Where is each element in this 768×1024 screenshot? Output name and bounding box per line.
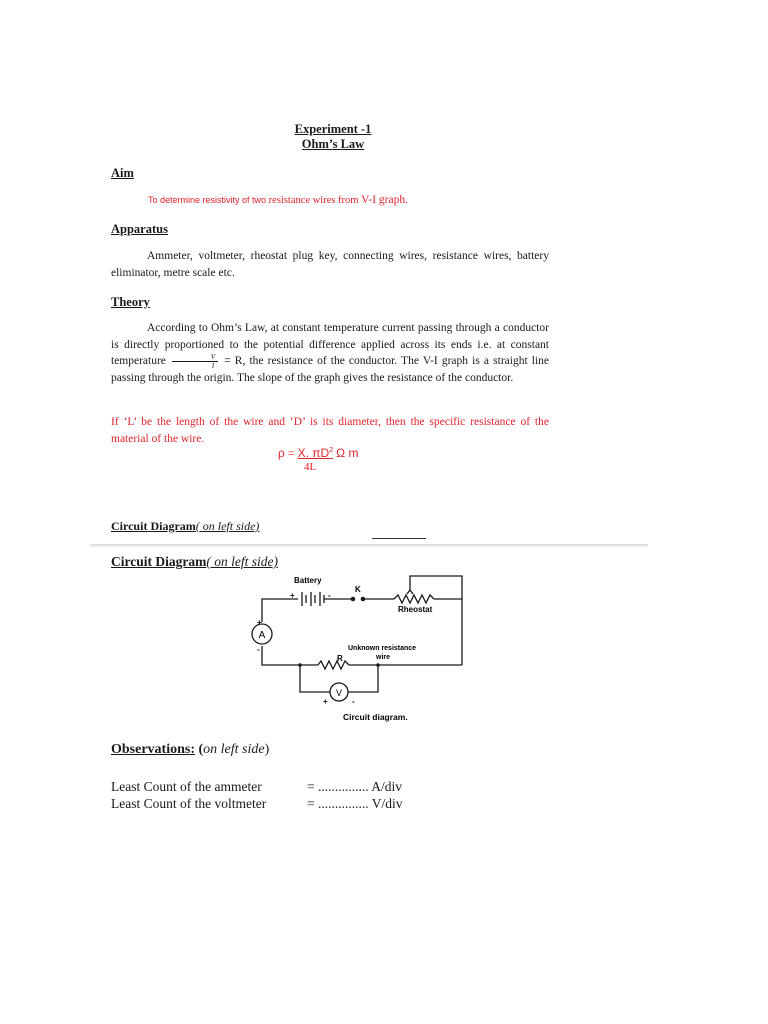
rheostat-coil — [394, 595, 434, 603]
page-title: Ohm’s Law — [301, 137, 365, 151]
aim-text-large: V-I graph. — [361, 194, 408, 206]
battery-plus: + — [290, 591, 295, 600]
formula-equals: = — [284, 446, 298, 460]
observation-row-ammeter — [111, 779, 531, 795]
observations-note-close: ) — [264, 742, 270, 757]
theory-heading: Theory — [111, 295, 150, 309]
rheostat-slider-arrow — [407, 590, 413, 594]
formula-denominator: 4L — [304, 461, 317, 473]
rheostat-slider-wire — [410, 576, 462, 599]
fraction-denominator: I — [211, 362, 215, 370]
theory-text-after: = R, the resistance of the conductor. The V-I graph is a straight line passing through the origin. The slope of the graph gives the resistance of the conductor. — [111, 355, 549, 384]
unknown-resistance-coil — [318, 661, 349, 669]
formula-rho: ρ — [278, 446, 285, 460]
circuit-heading-1-note: ( on left side) — [195, 519, 260, 533]
formula-unit: Ω m — [336, 446, 359, 460]
key-label: K — [355, 585, 361, 594]
voltmeter-label: V — [335, 688, 343, 698]
observations-heading-label: Observations: — [111, 742, 195, 757]
junction-right — [376, 663, 380, 667]
circuit-heading-2-label: Circuit Diagram — [111, 554, 207, 569]
voltmeter-plus: + — [323, 697, 328, 706]
specific-resistance-paragraph: If ‘L’ be the length of the wire and ‘D’ is its diameter, then the specific resistance of the material of the wire. — [111, 416, 549, 445]
aim-text-mid: resistance wires from — [268, 195, 359, 206]
ammeter-least-count-value: = ............... A/div — [307, 779, 402, 794]
observations-note-open: ( — [195, 742, 204, 757]
observations-heading — [111, 742, 269, 758]
aim-heading: Aim — [111, 166, 134, 180]
wire-top-left — [262, 599, 298, 622]
voltmeter-least-count-label: Least Count of the voltmeter — [111, 796, 267, 811]
diagram-caption: Circuit diagram. — [343, 712, 408, 722]
rheostat-label: Rheostat — [398, 605, 433, 614]
wire-voltmeter-right — [348, 665, 378, 692]
battery-label: Battery — [294, 576, 322, 585]
formula-numerator-text: X. πD — [297, 446, 330, 460]
key-terminal-right — [361, 597, 366, 602]
ammeter-minus: - — [257, 645, 260, 654]
circuit-heading-1-label: Circuit Diagram — [111, 519, 196, 533]
ammeter-least-count-label: Least Count of the ammeter — [111, 779, 262, 794]
formula-superscript: 2 — [329, 447, 334, 454]
unknown-resistance-label-1: Unknown resistance — [348, 645, 417, 652]
battery-minus: - — [328, 591, 331, 600]
apparatus-heading: Apparatus — [111, 222, 168, 236]
observation-row-voltmeter — [111, 796, 531, 812]
junction-left — [298, 663, 302, 667]
voltmeter-minus: - — [352, 697, 355, 706]
ammeter-label: A — [258, 630, 266, 641]
circuit-heading-2-note: ( on left side) — [206, 554, 278, 569]
aim-text-small: To determine resistivity of two — [148, 195, 267, 205]
theory-text-before: According to Ohm’s Law, at constant temperature current passing through a conductor is directly proportioned to the potential difference applied across its ends i.e. at constant temperature — [111, 322, 549, 368]
experiment-number: Experiment -1 — [294, 122, 372, 136]
wire-left-bottom — [262, 646, 318, 665]
ammeter-plus: + — [257, 618, 262, 627]
observations-note: on left side — [203, 742, 265, 757]
apparatus-paragraph: Ammeter, voltmeter, rheostat plug key, connecting wires, resistance wires, battery eliminator, metre scale etc. — [111, 250, 549, 279]
unknown-resistance-label-2: wire — [376, 654, 391, 661]
fraction-numerator: V — [172, 353, 218, 362]
resistance-r-label: R — [337, 654, 343, 663]
key-terminal-left — [351, 597, 356, 602]
voltmeter-least-count-value: = ............... V/div — [307, 796, 403, 811]
